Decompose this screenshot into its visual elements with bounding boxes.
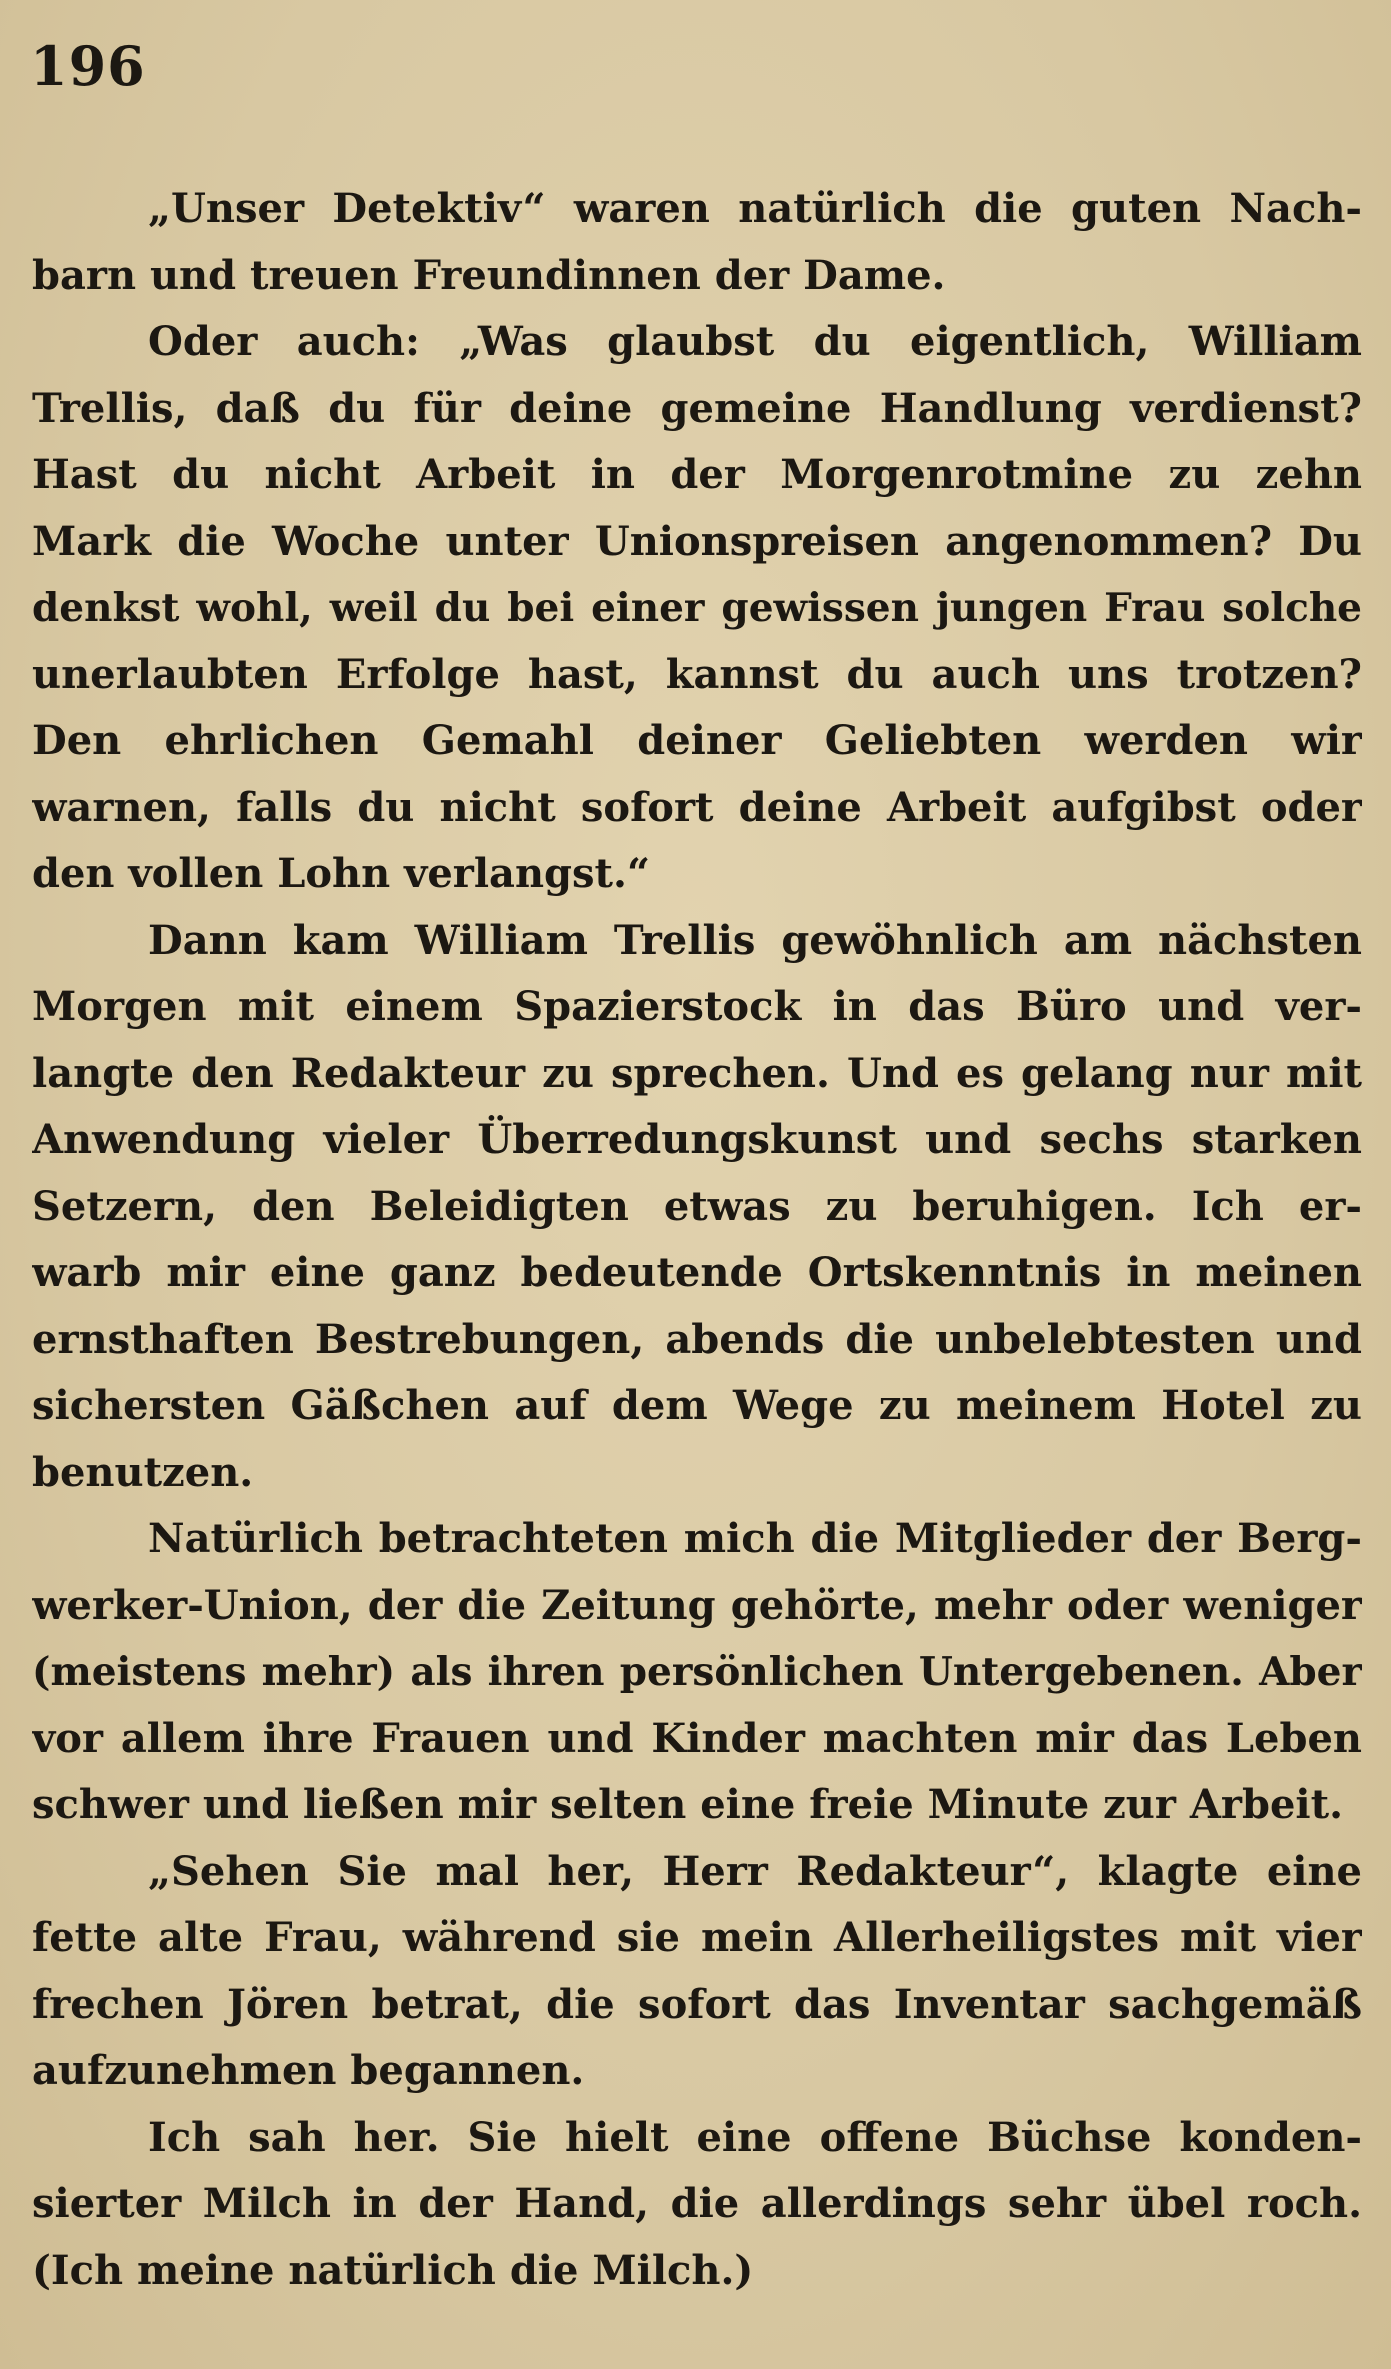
page-number: 196	[30, 34, 146, 98]
text-line: langte den Redakteur zu sprechen. Und es gelang nur mit	[32, 1049, 1362, 1097]
text-line: frechen Jören betrat, die sofort das Inventar sachgemäß	[32, 1980, 1362, 2028]
text-line: „Sehen Sie mal her, Herr Redakteur“, klagte eine	[148, 1847, 1362, 1895]
text-line: denkst wohl, weil du bei einer gewissen jungen Frau solche	[32, 585, 1362, 631]
text-line: Morgen mit einem Spazierstock in das Büro und ver-	[32, 983, 1362, 1030]
text-line: schwer und ließen mir selten eine freie Minute zur Arbeit.	[32, 1781, 1344, 1828]
text-line: benutzen.	[32, 1448, 254, 1496]
text-line: Natürlich betrachteten mich die Mitglieder der Berg-	[148, 1515, 1362, 1562]
text-line: unerlaubten Erfolge hast, kannst du auch uns trotzen?	[32, 650, 1362, 698]
text-line: sierter Milch in der Hand, die allerdings sehr übel roch.	[32, 2180, 1362, 2227]
text-line: Setzern, den Beleidigten etwas zu beruhigen. Ich er-	[32, 1182, 1362, 1230]
body-text	[32, 176, 1362, 2304]
text-line: Den ehrlichen Gemahl deiner Geliebten werden wir	[32, 717, 1362, 764]
text-line: vor allem ihre Frauen und Kinder machten mir das Leben	[32, 1714, 1362, 1762]
text-line: „Unser Detektiv“ waren natürlich die guten Nach-	[148, 185, 1362, 232]
text-line: werker-Union, der die Zeitung gehörte, mehr oder weniger	[32, 1581, 1362, 1629]
text-line: Ich sah her. Sie hielt eine offene Büchse konden-	[148, 2113, 1362, 2161]
text-line: ernsthaften Bestrebungen, abends die unbelebtesten und	[32, 1315, 1362, 1363]
text-line: (Ich meine natürlich die Milch.)	[32, 2246, 754, 2294]
text-line: warb mir eine ganz bedeutende Ortskenntnis in meinen	[32, 1249, 1362, 1296]
text-line: warnen, falls du nicht sofort deine Arbeit aufgibst oder	[32, 783, 1362, 831]
text-line: Oder auch: „Was glaubst du eigentlich, William	[148, 318, 1362, 365]
text-line: Dann kam William Trellis gewöhnlich am nächsten	[148, 916, 1362, 964]
text-line: barn und treuen Freundinnen der Dame.	[32, 251, 946, 299]
text-line: Hast du nicht Arbeit in der Morgenrotmine zu zehn	[32, 451, 1362, 498]
text-line: sichersten Gäßchen auf dem Wege zu meinem Hotel zu	[32, 1382, 1362, 1429]
text-line: den vollen Lohn verlangst.“	[32, 850, 650, 897]
text-line: Trellis, daß du für deine gemeine Handlung verdienst?	[32, 384, 1362, 432]
text-line: Anwendung vieler Überredungskunst und sechs starken	[32, 1116, 1362, 1163]
text-line: fette alte Frau, während sie mein Allerheiligstes mit vier	[32, 1914, 1362, 1961]
text-line: Mark die Woche unter Unionspreisen angenommen? Du	[32, 517, 1362, 565]
text-line: aufzunehmen begannen.	[32, 2047, 585, 2094]
text-line: (meistens mehr) als ihren persönlichen Untergebenen. Aber	[32, 1649, 1362, 1695]
